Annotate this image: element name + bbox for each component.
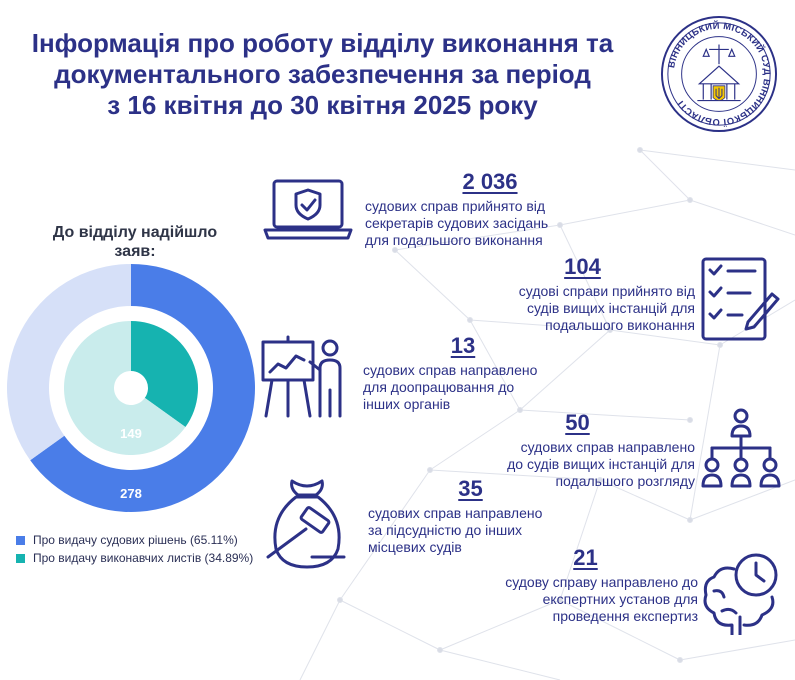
legend-percent-writs: (34.89%): [204, 551, 254, 565]
court-seal-icon: [660, 15, 778, 133]
chart-heading-line-2: заяв:: [114, 243, 156, 260]
stat-line: судових справ прийнято від: [365, 198, 546, 214]
legend-item-court-decisions: [16, 531, 266, 549]
legend-percent-court-decisions: (65.11%): [189, 533, 238, 547]
legend-swatch-blue: [16, 536, 25, 545]
page-title: [10, 28, 635, 121]
stat-line: судових справ направлено: [520, 439, 695, 455]
checklist-icon: [700, 256, 780, 346]
brain-clock-icon: [700, 551, 780, 635]
stat-sent-to-expert-institutions: [473, 546, 698, 625]
legend-label-court-decisions: Про видачу судових рішень: [33, 533, 187, 547]
stat-number: 21: [573, 545, 598, 570]
stat-line: подальшого розгляду: [555, 473, 695, 489]
legend-swatch-teal: [16, 554, 25, 563]
stat-line: судових справ направлено: [363, 362, 538, 378]
chart-heading-line-1: До відділу надійшло: [52, 224, 218, 241]
seal-text: ВІННИЦЬКИЙ МІСЬКИЙ СУД ВІННИЦЬКОЇ ОБЛАСТІ: [666, 20, 773, 128]
stat-line: судових справ направлено: [368, 505, 543, 521]
stat-number: 13: [450, 333, 476, 358]
stat-number: 2 036: [462, 169, 518, 194]
stat-line: за підсудністю до інших: [368, 522, 523, 538]
stat-line: для доопрацювання до: [363, 379, 515, 395]
stat-line: проведення експертиз: [552, 608, 698, 624]
donut-value-label-writs: 149: [120, 426, 142, 441]
stat-returned-for-revision: [363, 334, 563, 413]
stat-line: судову справу направлено до: [505, 574, 698, 590]
stat-line: для подальшого виконання: [365, 232, 543, 248]
stat-accepted-from-higher-courts: [470, 255, 695, 334]
stat-line: судові справи прийнято від: [518, 283, 695, 299]
legend-item-writs: [16, 549, 266, 567]
stat-accepted-from-secretaries: [365, 170, 615, 249]
gavel-icon: [262, 477, 352, 573]
stat-line: місцевих судів: [368, 539, 462, 555]
stat-line: експертних установ для: [542, 591, 698, 607]
legend-label-writs: Про видачу виконавчих листів: [33, 551, 202, 565]
title-line-3: з 16 квітня до 30 квітня 2025 року: [107, 90, 538, 120]
stat-number: 104: [564, 254, 601, 279]
chart-heading: [20, 223, 250, 261]
stat-line: судів вищих інстанцій для: [527, 300, 695, 316]
stat-line: подальшого виконання: [545, 317, 695, 333]
stat-number: 50: [565, 410, 590, 435]
title-line-2: документального забезпечення за період: [54, 59, 591, 89]
stat-line: секретарів судових засідань: [365, 215, 549, 231]
donut-value-label-court-decisions: 278: [120, 486, 142, 501]
stat-line: до судів вищих інстанцій для: [507, 456, 695, 472]
title-line-1: Інформація про роботу відділу виконання та: [31, 28, 614, 58]
hierarchy-icon: [700, 408, 782, 492]
chart-legend: [16, 531, 266, 567]
applications-donut-chart: [5, 262, 257, 514]
presenter-board-icon: [260, 334, 350, 420]
stat-number: 35: [458, 476, 483, 501]
stat-sent-by-jurisdiction: [368, 477, 573, 556]
laptop-shield-icon: [262, 178, 354, 242]
stat-line: інших органів: [363, 396, 451, 412]
